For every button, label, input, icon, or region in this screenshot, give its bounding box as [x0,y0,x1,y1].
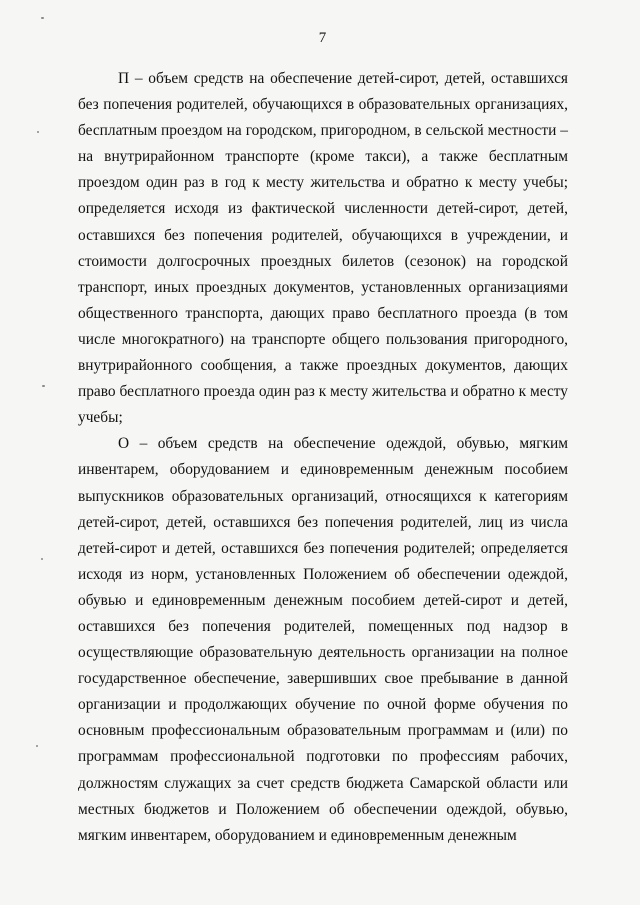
scan-mark [41,558,43,560]
page-number: 7 [318,30,327,46]
paragraph-o: О – объем средств на обеспечение одеждой, обувью, мягким инвентарем, оборудованием и единовременным денежным пособием выпускников образовательных организаций, относящихся к категориям детей-сирот, детей, оставшихся без попечения родителей, лиц из числа детей-сирот и детей, оставшихся без попечения родителей; определяется исходя из норм, установленных Положением об обеспечении одеждой, обувью и единовременным денежным пособием детей-сирот и детей, оставшихся без попечения родителей, помещенных под надзор в осуществляющие образовательную деятельность организации на полное государственное обеспечение, завершивших свое пребывание в данной организации и продолжающих обучение по очной форме обучения по основным профессиональным образовательным программам и (или) по программам профессиональной подготовки по профессиям рабочих, должностям служащих за счет средств бюджета Самарской области или местных бюджетов и Положением об обеспечении одеждой, обувью, мягким инвентарем, оборудованием и единовременным денежным [78,435,568,844]
paragraph-p: П – объем средств на обеспечение детей-сирот, детей, оставшихся без попечения родителей, обучающихся в образовательных организациях, бесплатным проездом на городском, пригородном, в сельской местности – на внутрирайонном транспорте (кроме такси), а также бесплатным проездом один раз в год к месту жительства и обратно к месту учебы; определяется исходя из фактической численности детей-сирот, детей, оставшихся без попечения родителей, обучающихся в учреждении, и стоимости долгосрочных проездных билетов (сезонок) на городской транспорт, иных проездных документов, установленных организациями общественного транспорта, дающих право бесплатного проезда (в том числе многократного) на транспорте общего пользования пригородного, внутрирайонного сообщения, а также проездных документов, дающих право бесплатного проезда один раз к месту жительства и обратно к месту учебы; [78,70,568,427]
scan-mark [37,131,39,133]
scan-mark [42,385,45,387]
scan-mark [41,17,44,19]
scan-mark [36,745,38,747]
body-text [78,66,568,849]
